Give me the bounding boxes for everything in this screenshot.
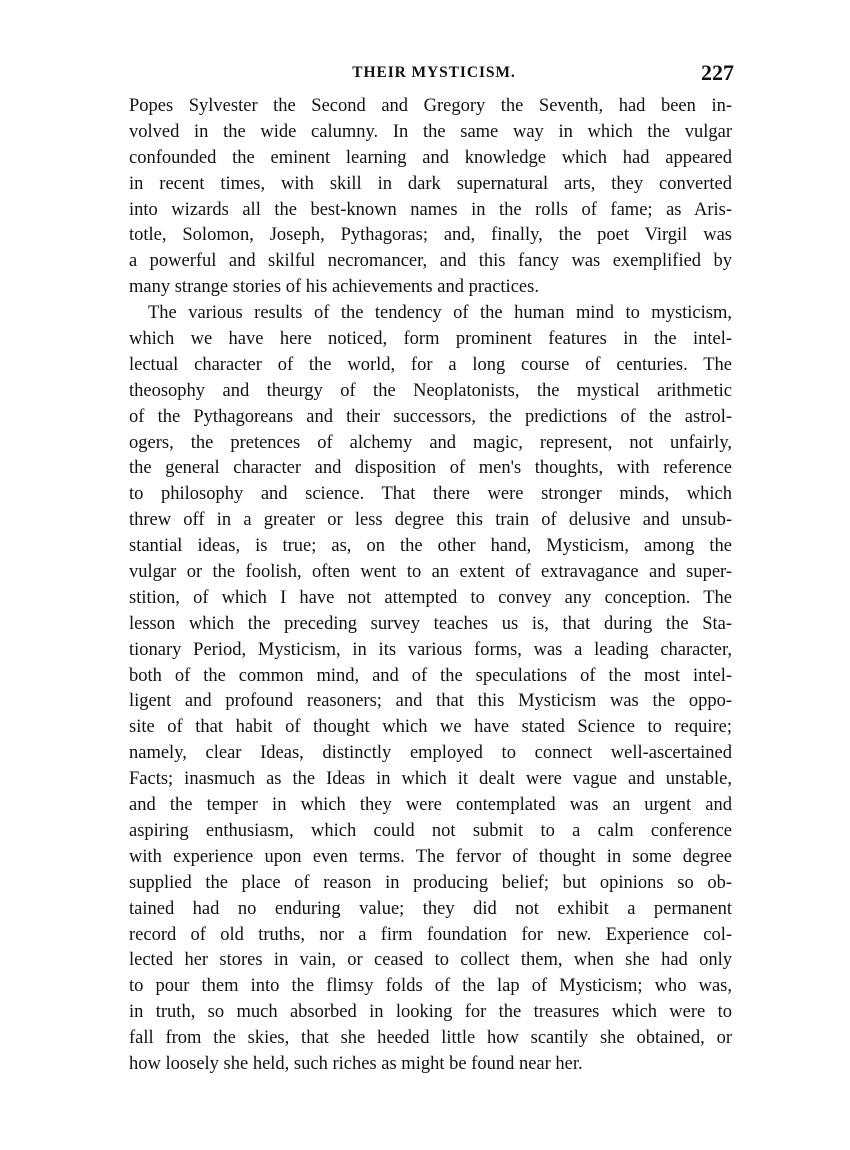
paragraph-first-line: The various results of the tendency of the human mind to mysticism, xyxy=(148,303,732,324)
text-line: many strange stories of his achievements and practices. xyxy=(129,277,539,298)
text-line: supplied the place of reason in producing belief; but opinions so ob- xyxy=(129,872,732,893)
text-line: to philosophy and science. That there were stronger minds, which xyxy=(129,484,732,505)
text-line: totle, Solomon, Joseph, Pythagoras; and, finally, the poet Virgil was xyxy=(129,225,732,246)
text-line: theosophy and theurgy of the Neoplatonists, the mystical arithmetic xyxy=(129,380,732,401)
text-line: to pour them into the flimsy folds of the lap of Mysticism; who was, xyxy=(129,976,732,997)
text-line: record of old truths, nor a firm foundation for new. Experience col- xyxy=(129,924,732,945)
text-line: tained had no enduring value; they did not exhibit a permanent xyxy=(129,898,732,919)
running-title: THEIR MYSTICISM. xyxy=(352,64,516,81)
page-number: 227 xyxy=(701,60,734,85)
text-line: confounded the eminent learning and knowledge which had appeared xyxy=(129,147,732,168)
text-line: Popes Sylvester the Second and Gregory the Seventh, had been in- xyxy=(129,96,732,116)
running-head xyxy=(128,60,740,88)
text-line: fall from the skies, that she heeded little how scantily she obtained, or xyxy=(129,1028,732,1049)
text-line: the general character and disposition of men's thoughts, with reference xyxy=(129,458,732,479)
text-line: and the temper in which they were contemplated was an urgent and xyxy=(129,795,732,816)
text-line: aspiring enthusiasm, which could not submit to a calm conference xyxy=(129,820,732,841)
text-line: ogers, the pretences of alchemy and magic, represent, not unfairly, xyxy=(129,432,732,453)
text-line: a powerful and skilful necromancer, and this fancy was exemplified by xyxy=(129,251,732,272)
text-line: namely, clear Ideas, distinctly employed to connect well-ascertained xyxy=(129,743,732,764)
text-line: which we have here noticed, form prominent features in the intel- xyxy=(129,329,732,350)
text-line: tionary Period, Mysticism, in its various forms, was a leading character, xyxy=(129,639,732,660)
text-line: threw off in a greater or less degree this train of delusive and unsub- xyxy=(129,510,732,531)
text-line: in recent times, with skill in dark supernatural arts, they converted xyxy=(129,173,732,194)
text-line: vulgar or the foolish, often went to an extent of extravagance and super- xyxy=(129,562,732,583)
text-line: lected her stores in vain, or ceased to collect them, when she had only xyxy=(129,950,732,971)
text-line: lectual character of the world, for a long course of centuries. The xyxy=(129,354,732,375)
text-line: into wizards all the best-known names in the rolls of fame; as Aris- xyxy=(129,199,732,220)
text-line: with experience upon even terms. The fervor of thought in some degree xyxy=(129,846,732,867)
text-line: lesson which the preceding survey teaches us is, that during the Sta- xyxy=(129,613,732,634)
text-line: stition, of which I have not attempted to convey any conception. The xyxy=(129,587,732,608)
text-line: ligent and profound reasoners; and that this Mysticism was the oppo- xyxy=(129,691,732,712)
text-line: of the Pythagoreans and their successors, the predictions of the astrol- xyxy=(129,406,732,427)
text-line: both of the common mind, and of the speculations of the most intel- xyxy=(129,665,732,686)
body-text xyxy=(129,94,732,1078)
text-line: stantial ideas, is true; as, on the other hand, Mysticism, among the xyxy=(129,536,732,557)
text-line: in truth, so much absorbed in looking for the treasures which were to xyxy=(129,1002,732,1023)
text-line: site of that habit of thought which we have stated Science to require; xyxy=(129,717,732,738)
text-line: how loosely she held, such riches as might be found near her. xyxy=(129,1053,583,1074)
text-line: Facts; inasmuch as the Ideas in which it dealt were vague and unstable, xyxy=(129,769,732,790)
text-line: volved in the wide calumny. In the same way in which the vulgar xyxy=(129,121,732,142)
